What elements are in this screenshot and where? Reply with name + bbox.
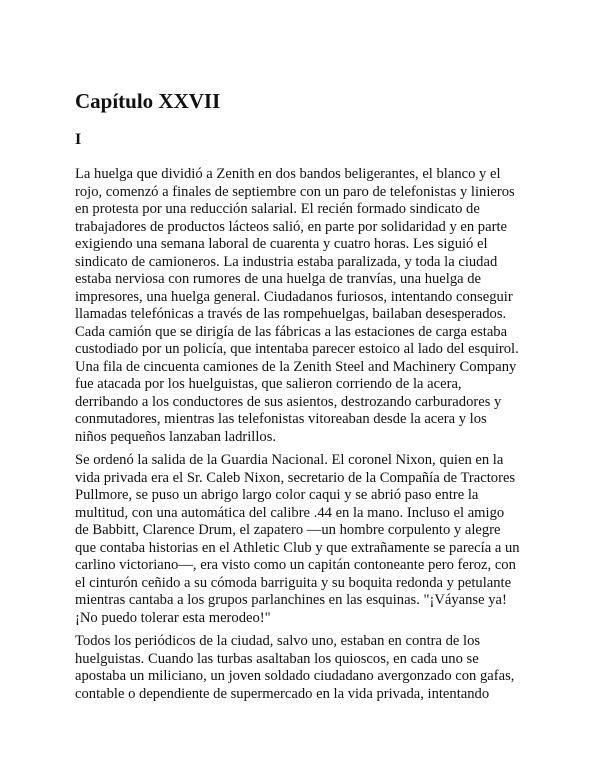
text-line: de Babbitt, Clarence Drum, el zapatero —un hombre corpulento y alegre (75, 522, 501, 538)
text-line: contable o dependiente de supermercado en la vida privada, intentando (75, 685, 490, 702)
text-line: Cada camión que se dirigía de las fábricas a las estaciones de carga estaba (75, 323, 508, 340)
text-line: mientras cantaba a los grupos parlanchines en las esquinas. "¡Váyanse ya! (75, 592, 507, 608)
text-line: llamadas telefónicas a través de las rompehuelgas, bailaban desesperados. (75, 306, 507, 322)
text-line: estaba nerviosa con rumores de una huelga de tranvías, una huelga de (75, 271, 482, 287)
text-line: Todos los periódicos de la ciudad, salvo uno, estaban en contra de los (75, 633, 481, 649)
text-line: apostaba un miliciano, un joven soldado ciudadano avergonzado con gafas, (75, 668, 515, 684)
section-heading: I (75, 131, 82, 148)
paragraph-3 (75, 633, 535, 703)
text-line: vida privada era el Sr. Caleb Nixon, secretario de la Compañía de Tractores (75, 469, 516, 486)
text-line: conmutadores, mientras las telefonistas vitoreaban desde la acera y los (75, 411, 487, 427)
text-line: derribando a los conductores de sus asientos, destrozando carburadores y (75, 393, 502, 410)
paragraph-1 (75, 166, 535, 446)
text-line: exigiendo una semana laboral de cuarenta y cuatro horas. Les siguió el (75, 236, 488, 252)
text-line: huelguistas. Cuando las turbas asaltaban los quioscos, en cada uno se (75, 650, 479, 667)
text-line: custodiado por un policía, que intentaba parecer estoico al lado del esquirol. (75, 341, 519, 357)
text-line: Pullmore, se puso un abrigo largo color caqui y se abrió paso entre la (75, 487, 479, 503)
text-line: Se ordenó la salida de la Guardia Nacional. El coronel Nixon, quien en la (75, 452, 504, 468)
text-line: el cinturón ceñido a su cómoda barriguita y su boquita redonda y petulante (75, 574, 512, 591)
text-line: trabajadores de productos lácteos salió, en parte por solidaridad y en parte (75, 218, 507, 235)
text-line: carlino victoriano—, era visto como un capitán contoneante pero feroz, con (75, 557, 516, 573)
text-line: rojo, comenzó a finales de septiembre con un paro de telefonistas y linieros (75, 183, 515, 200)
chapter-title: Capítulo XXVII (75, 89, 221, 113)
text-line: ¡No puedo tolerar esta merodeo!" (75, 609, 271, 626)
paragraph-2 (75, 452, 535, 627)
text-line: que contaba historias en el Athletic Club y que extrañamente se parecía a un (75, 539, 520, 556)
text-line: impresores, una huelga general. Ciudadanos furiosos, intentando conseguir (75, 288, 513, 305)
text-line: niños pequeños lanzaban ladrillos. (75, 428, 277, 445)
text-line: fue atacada por los huelguistas, que salieron corriendo de la acera, (75, 376, 462, 392)
text-line: Una fila de cincuenta camiones de la Zenith Steel and Machinery Company (75, 358, 517, 375)
text-line: La huelga que dividió a Zenith en dos bandos beligerantes, el blanco y el (75, 166, 501, 182)
text-line: sindicato de camioneros. La industria estaba paralizada, y toda la ciudad (75, 253, 498, 270)
text-line: multitud, con una automática del calibre .44 en la mano. Incluso el amigo (75, 504, 505, 521)
text-line: en protesta por una reducción salarial. El recién formado sindicato de (75, 201, 480, 217)
